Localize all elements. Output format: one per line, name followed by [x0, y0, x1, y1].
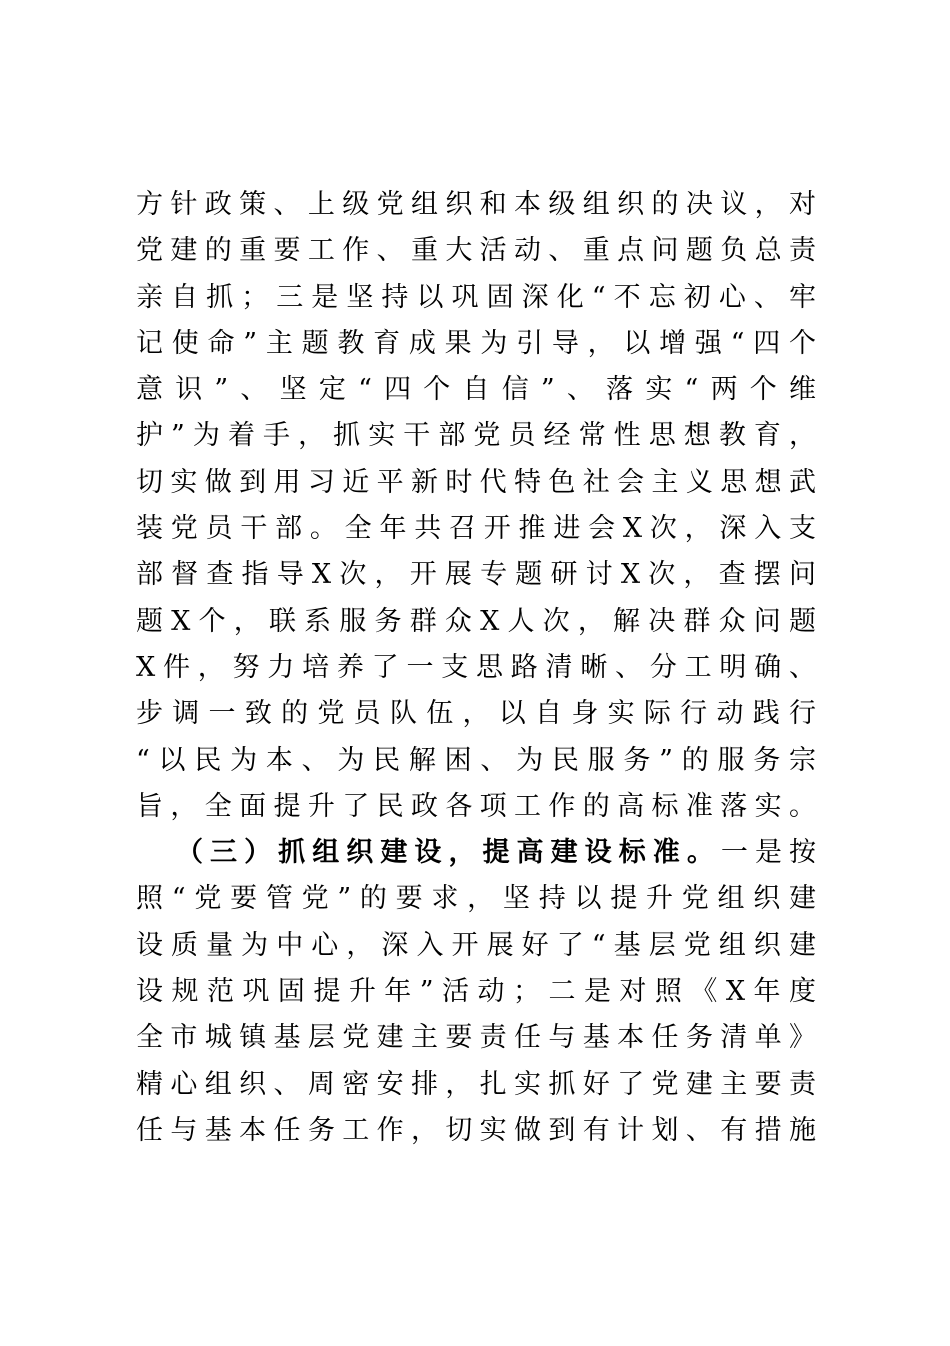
text-line: 意识”、坚定“四个自信”、落实“两个维 — [136, 374, 816, 406]
text-line: X件，努力培养了一支思路清晰、分工明确、 — [136, 651, 816, 683]
text-line: 设质量为中心，深入开展好了“基层党组织建 — [136, 929, 816, 961]
text-line: “以民为本、为民解困、为民服务”的服务宗 — [136, 744, 816, 776]
section-heading: （三）抓组织建设，提高建设标准。 — [176, 837, 721, 869]
body-text — [136, 182, 816, 1154]
text-line: 照“党要管党”的要求，坚持以提升党组织建 — [136, 883, 816, 915]
text-line: 装党员干部。全年共召开推进会X次，深入支 — [136, 513, 816, 545]
section-heading-rest: 一是按 — [720, 837, 816, 869]
text-line: 护”为着手，抓实干部党员经常性思想教育， — [136, 420, 816, 452]
text-line: 记使命”主题教育成果为引导，以增强“四个 — [136, 327, 816, 359]
text-line: 部督查指导X次，开展专题研讨X次，查摆问 — [136, 559, 816, 591]
text-line: 党建的重要工作、重大活动、重点问题负总责 — [136, 235, 816, 267]
text-line: 任与基本任务工作，切实做到有计划、有措施 — [136, 1114, 816, 1146]
text-line: 旨，全面提升了民政各项工作的高标准落实。 — [136, 790, 816, 822]
section-heading-line — [136, 830, 816, 876]
text-line: 题X个，联系服务群众X人次，解决群众问题 — [136, 605, 816, 637]
text-line: 步调一致的党员队伍，以自身实际行动践行 — [136, 698, 816, 730]
text-line: 精心组织、周密安排，扎实抓好了党建主要责 — [136, 1068, 816, 1100]
text-line: 亲自抓；三是坚持以巩固深化“不忘初心、牢 — [136, 281, 816, 313]
text-line: 方针政策、上级党组织和本级组织的决议，对 — [136, 189, 816, 220]
text-line: 切实做到用习近平新时代特色社会主义思想武 — [136, 466, 816, 498]
text-line: 设规范巩固提升年”活动；二是对照《X年度 — [136, 976, 816, 1008]
text-line: 全市城镇基层党建主要责任与基本任务清单》 — [136, 1022, 816, 1054]
